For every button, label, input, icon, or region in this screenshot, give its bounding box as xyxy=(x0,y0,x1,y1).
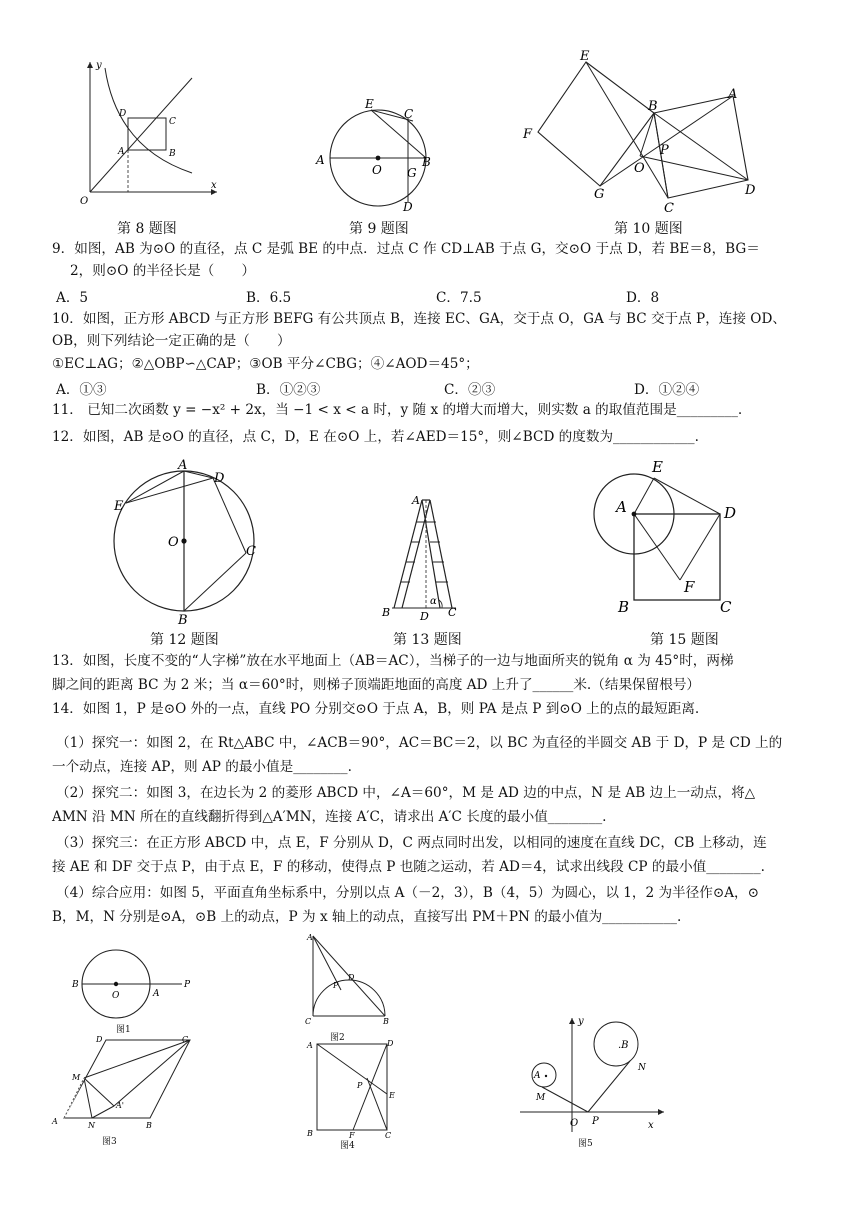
svg-text:F: F xyxy=(523,127,533,142)
q9-text-line2: 2，则⊙O 的半径长是（ ） xyxy=(70,263,256,279)
svg-text:.B: .B xyxy=(618,1040,629,1051)
svg-text:B: B xyxy=(178,613,188,624)
svg-text:B: B xyxy=(307,1129,313,1138)
svg-text:A: A xyxy=(534,1071,541,1081)
svg-text:O: O xyxy=(372,163,382,177)
svg-text:F: F xyxy=(684,578,695,596)
q9-options xyxy=(56,286,816,306)
svg-text:O: O xyxy=(570,1118,579,1129)
svg-text:A: A xyxy=(153,989,160,999)
q9-option-d: D．8 xyxy=(626,290,660,306)
svg-text:P: P xyxy=(357,1081,363,1090)
svg-text:E: E xyxy=(389,1091,395,1100)
svg-text:D: D xyxy=(724,504,737,522)
svg-text:D: D xyxy=(119,109,127,119)
svg-text:C: C xyxy=(448,606,457,619)
q14-part2-line1: （2）探究二：如图 3，在边长为 2 的菱形 ABCD 中，∠A＝60°，M 是 AD 边的中点，N 是 AB 边上一动点，将△ xyxy=(56,785,756,801)
svg-text:D: D xyxy=(403,200,413,214)
svg-text:C: C xyxy=(404,107,414,121)
fig3-caption: 图3 xyxy=(102,1137,117,1147)
svg-text:C: C xyxy=(305,1017,312,1026)
q10-options xyxy=(56,378,816,398)
figure-1-diagram xyxy=(70,946,200,1028)
svg-text:A: A xyxy=(52,1117,58,1126)
q11-text: 11． 已知二次函数 y = −x² + 2x，当 −1 < x < a 时，y 随 x 的增大而增大，则实数 a 的取值范围是_________. xyxy=(52,402,743,418)
svg-text:C: C xyxy=(182,1035,189,1044)
q14-part4-line2: B，M，N 分别是⊙A，⊙B 上的动点，P 为 x 轴上的动点，直接写出 PM＋PN 的最小值为___________. xyxy=(52,909,682,925)
svg-text:C: C xyxy=(720,598,732,616)
svg-text:O: O xyxy=(168,535,179,550)
q10-text-line1: 10．如图，正方形 ABCD 与正方形 BEFG 有公共顶点 B，连接 EC、GA，交于点 O，GA 与 BC 交于点 P，连接 OD、 xyxy=(52,311,786,327)
svg-text:O: O xyxy=(634,161,645,176)
svg-text:A: A xyxy=(118,147,125,157)
svg-text:P: P xyxy=(660,143,669,158)
svg-text:N: N xyxy=(638,1063,646,1073)
q14-part3-line1: （3）探究三：在正方形 ABCD 中，点 E，F 分别从 D，C 两点同时出发，以相同的速度在直线 DC，CB 上移动，连 xyxy=(56,835,767,851)
svg-text:P: P xyxy=(333,981,339,990)
fig9-caption: 第 9 题图 xyxy=(349,221,409,237)
q14-intro: 14．如图 1，P 是⊙O 外的一点，直线 PO 分别交⊙O 于点 A，B，则 PA 是点 P 到⊙O 上的点的最短距离. xyxy=(52,701,700,717)
fig8-caption: 第 8 题图 xyxy=(117,221,177,237)
svg-text:B: B xyxy=(422,155,431,169)
svg-text:C: C xyxy=(246,544,256,559)
svg-text:A: A xyxy=(616,498,627,516)
svg-text:D: D xyxy=(387,1039,394,1048)
svg-text:M: M xyxy=(536,1093,546,1103)
svg-text:D: D xyxy=(96,1035,103,1044)
svg-text:A: A xyxy=(728,87,738,102)
q14-part3-line2: 接 AE 和 DF 交于点 P，由于点 E，F 的移动，使得点 P 也随之运动，若 AD＝4，试求出线段 CP 的最小值________. xyxy=(52,859,765,875)
figure-12-diagram xyxy=(108,458,268,624)
svg-text:N: N xyxy=(88,1121,95,1130)
figure-15-diagram xyxy=(586,456,746,618)
svg-text:E: E xyxy=(114,499,124,514)
svg-text:B: B xyxy=(146,1121,152,1130)
q13-text-line2: 脚之间的距离 BC 为 2 米；当 α＝60°时，则梯子顶端距地面的高度 AD 上升了______米.（结果保留根号） xyxy=(52,677,701,693)
figure-5-diagram xyxy=(516,1014,672,1138)
figure-3-diagram xyxy=(50,1030,200,1134)
q10-option-a: A．①③ xyxy=(56,382,107,398)
fig12-caption: 第 12 题图 xyxy=(150,632,219,648)
q14-part2-line2: AMN 沿 MN 所在的直线翻折得到△A′MN，连接 A′C，请求出 A′C 长度的最小值________. xyxy=(52,809,607,825)
q14-part1-line1: （1）探究一：如图 2，在 Rt△ABC 中，∠ACB＝90°，AC＝BC＝2，以 BC 为直径的半圆交 AB 于 D，P 是 CD 上的 xyxy=(56,735,783,751)
svg-text:P: P xyxy=(592,1116,599,1127)
q9-option-c: C．7.5 xyxy=(436,290,482,306)
fig10-caption: 第 10 题图 xyxy=(614,221,683,237)
svg-text:B: B xyxy=(72,980,79,990)
svg-text:A: A xyxy=(307,933,313,942)
svg-text:O: O xyxy=(80,196,89,207)
q14-part1-line2: 一个动点，连接 AP，则 AP 的最小值是________. xyxy=(52,759,352,775)
svg-text:D: D xyxy=(214,471,225,486)
fig5-caption: 图5 xyxy=(578,1139,593,1149)
fig2-caption: 图2 xyxy=(330,1033,345,1043)
figure-2-diagram xyxy=(303,930,395,1026)
figure-10-diagram xyxy=(518,48,768,216)
q10-option-d: D．①②④ xyxy=(634,382,700,398)
figure-8-diagram xyxy=(72,58,222,208)
svg-text:y: y xyxy=(578,1016,584,1027)
figure-9-diagram xyxy=(310,94,445,214)
svg-text:O: O xyxy=(112,991,120,1001)
fig4-caption: 图4 xyxy=(340,1141,355,1151)
svg-text:F: F xyxy=(349,1131,355,1140)
svg-text:D: D xyxy=(348,973,355,982)
q10-option-c: C．②③ xyxy=(444,382,496,398)
svg-text:B: B xyxy=(618,598,630,616)
svg-text:P: P xyxy=(184,980,191,990)
fig15-caption: 第 15 题图 xyxy=(650,632,719,648)
svg-text:A': A' xyxy=(116,1101,124,1110)
svg-text:C: C xyxy=(664,201,674,216)
svg-text:B: B xyxy=(383,1017,389,1026)
svg-text:B: B xyxy=(169,149,176,159)
svg-text:G: G xyxy=(407,166,417,180)
q14-part4-line1: （4）综合应用：如图 5，平面直角坐标系中，分别以点 A（－2，3），B（4，5）为圆心，以 1，2 为半径作⊙A，⊙ xyxy=(56,885,760,901)
q9-option-b: B．6.5 xyxy=(246,290,292,306)
q10-text-line3: ①EC⊥AG；②△OBP∽△CAP；③OB 平分∠CBG；④∠AOD＝45°； xyxy=(52,356,479,372)
svg-text:A: A xyxy=(412,494,420,507)
svg-text:y: y xyxy=(96,60,102,71)
svg-text:α: α xyxy=(430,596,437,607)
svg-text:E: E xyxy=(365,97,374,111)
svg-text:A: A xyxy=(316,153,325,167)
svg-text:B: B xyxy=(648,99,658,114)
svg-text:A: A xyxy=(307,1041,313,1050)
svg-text:x: x xyxy=(648,1120,654,1131)
svg-text:D: D xyxy=(745,183,756,198)
svg-text:C: C xyxy=(169,117,176,127)
q12-text: 12．如图，AB 是⊙O 的直径，点 C，D，E 在⊙O 上，若∠AED＝15°，则∠BCD 的度数为____________. xyxy=(52,429,699,445)
svg-text:E: E xyxy=(580,49,590,64)
svg-text:x: x xyxy=(211,180,217,191)
figure-4-diagram xyxy=(305,1036,397,1140)
figure-13-diagram xyxy=(378,492,468,624)
fig1-caption: 图1 xyxy=(116,1025,131,1035)
svg-text:M: M xyxy=(72,1073,81,1082)
q13-text-line1: 13．如图，长度不变的“人字梯”放在水平地面上（AB＝AC），当梯子的一边与地面所夹的锐角 α 为 45°时，两梯 xyxy=(52,653,734,669)
svg-text:G: G xyxy=(594,187,605,202)
fig13-caption: 第 13 题图 xyxy=(393,632,462,648)
svg-text:D: D xyxy=(420,610,429,623)
svg-text:C: C xyxy=(385,1131,392,1140)
svg-text:A: A xyxy=(178,458,188,473)
svg-text:B: B xyxy=(382,606,391,619)
svg-text:E: E xyxy=(652,458,663,476)
q9-text-line1: 9．如图，AB 为⊙O 的直径，点 C 是弧 BE 的中点．过点 C 作 CD⊥AB 于点 G，交⊙O 于点 D，若 BE＝8，BG＝ xyxy=(52,241,760,257)
q10-option-b: B．①②③ xyxy=(256,382,321,398)
q9-option-a: A．5 xyxy=(56,290,89,306)
q10-text-line2: OB，则下列结论一定正确的是（ ） xyxy=(52,333,291,349)
